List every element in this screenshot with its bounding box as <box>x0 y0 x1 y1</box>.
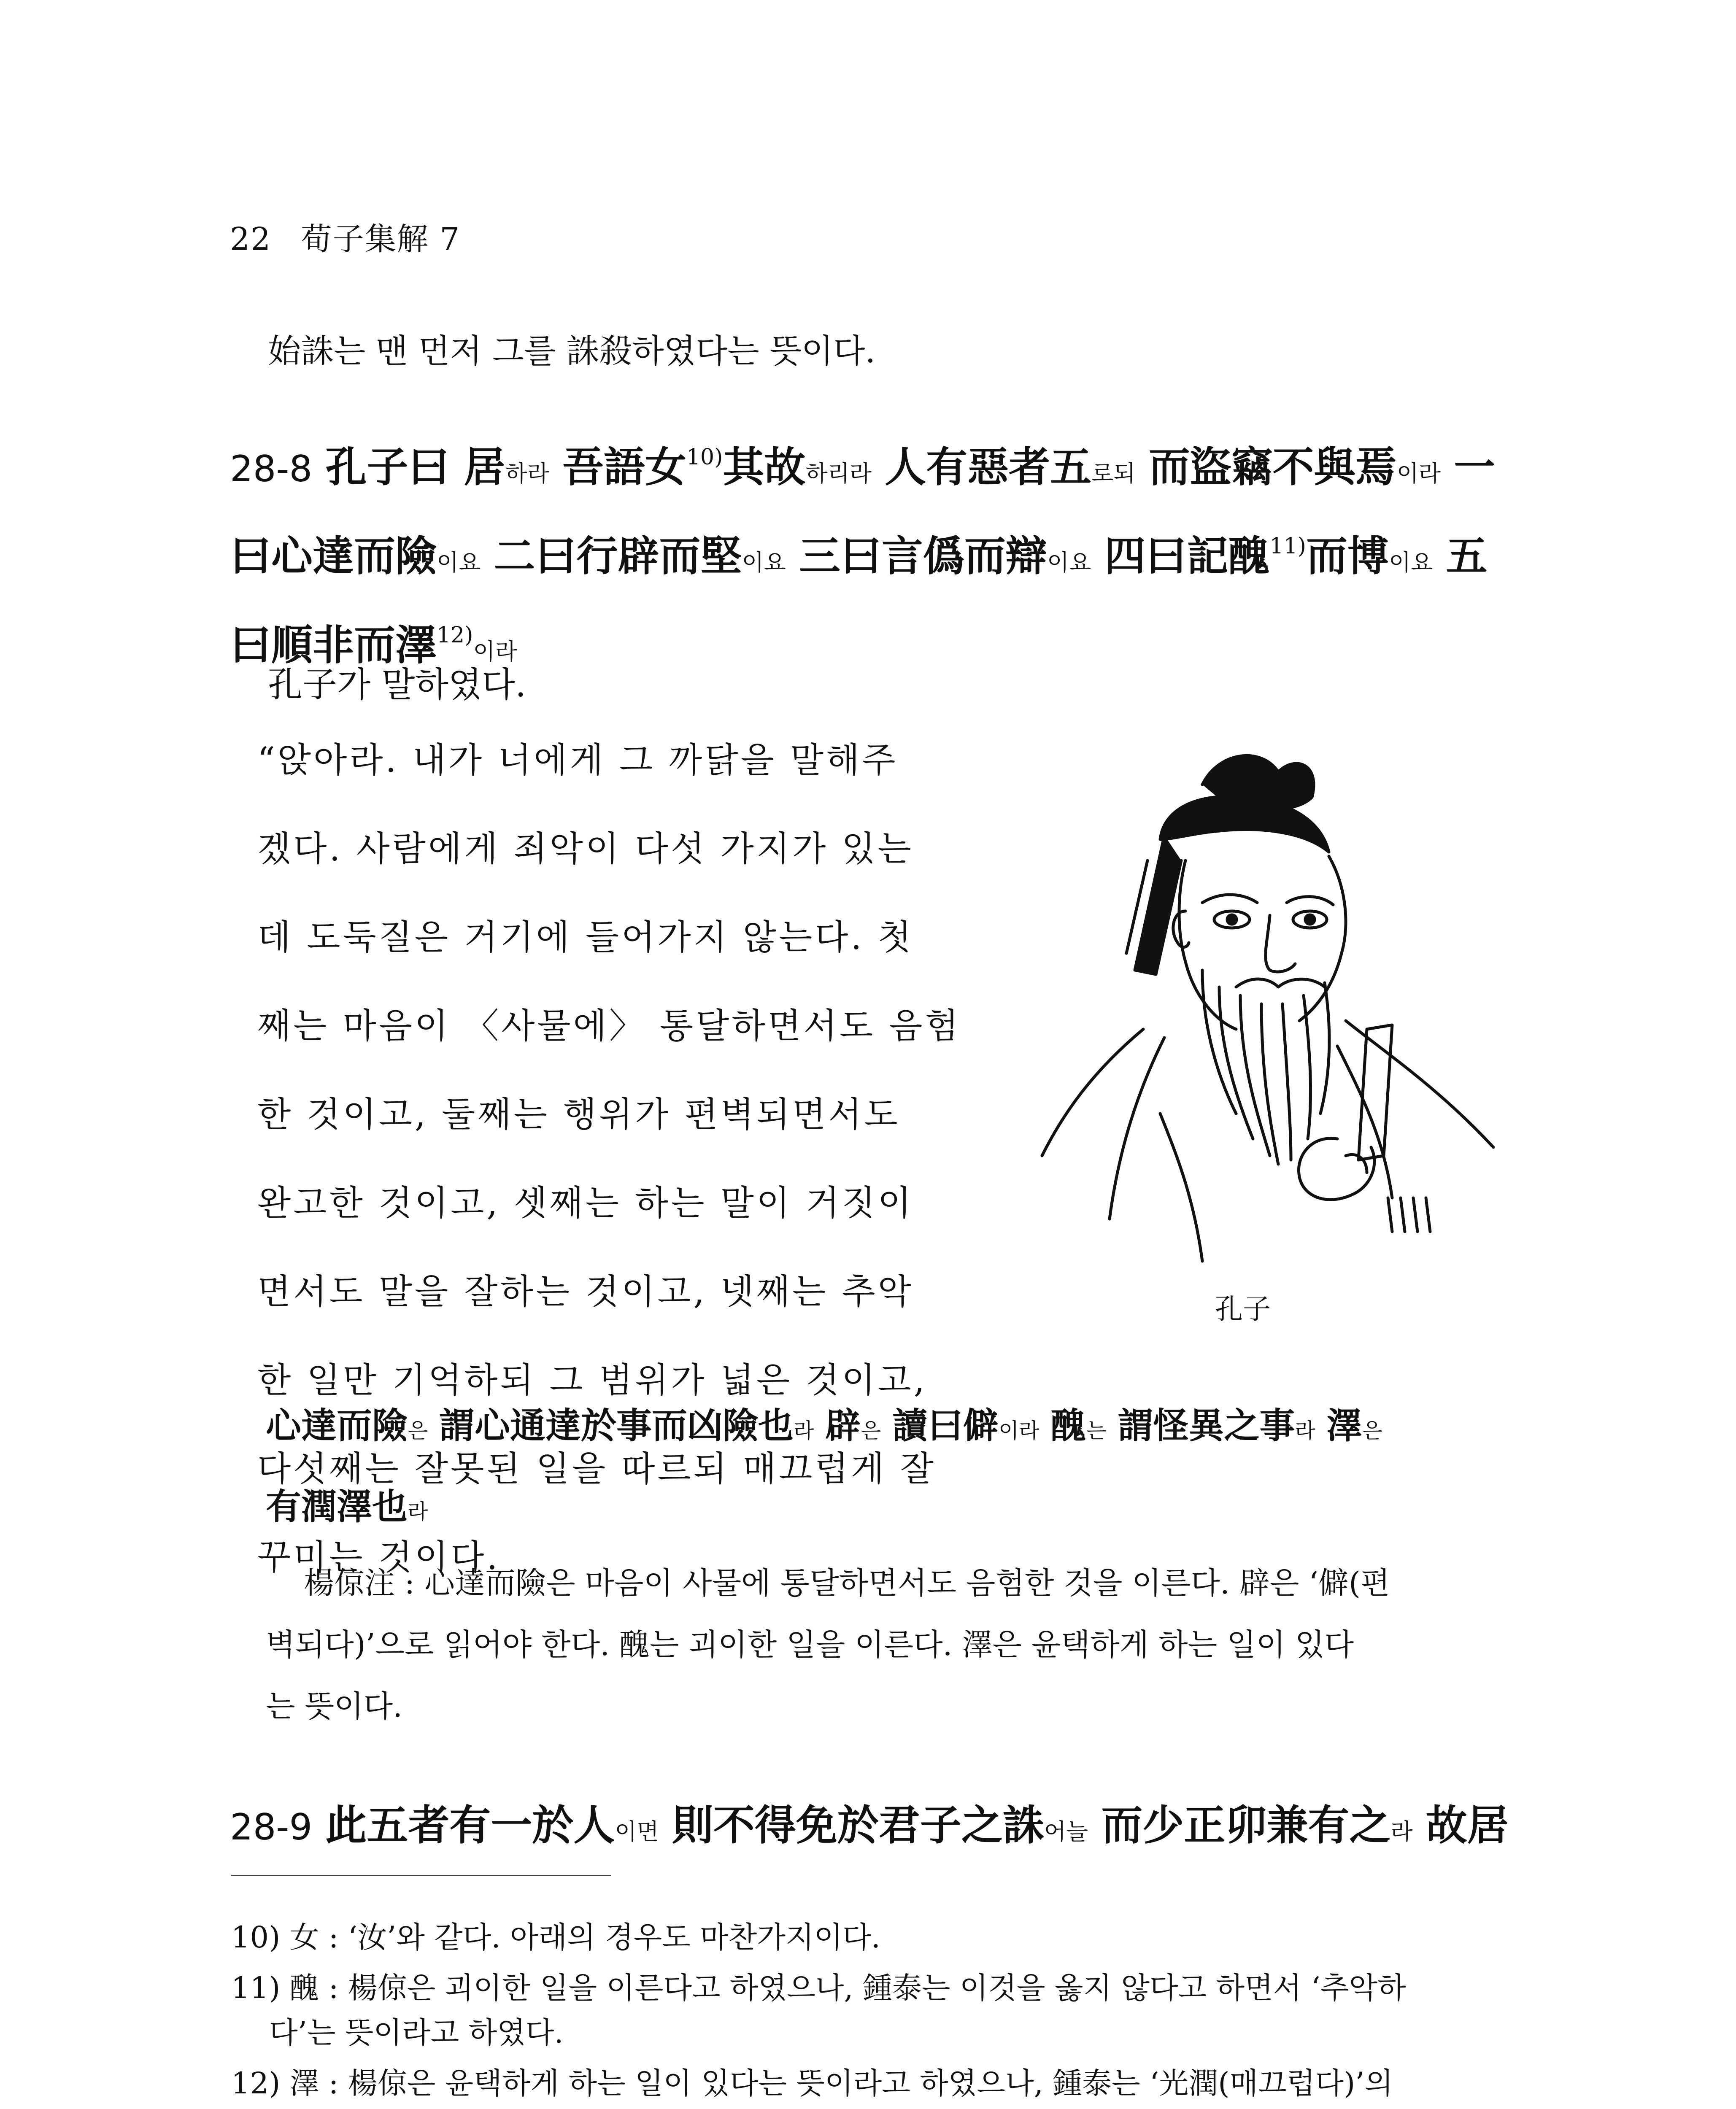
translation-line: 꾸미는 것이다. <box>257 1537 500 1578</box>
footnote: 10) 女 : ‘汝’와 같다. 아래의 경우도 마찬가지이다. <box>231 1920 881 1955</box>
translation-line: 겠다. 사람에게 죄악이 다섯 가지가 있는 <box>257 829 914 869</box>
translation-line: 면서도 말을 잘하는 것이고, 넷째는 추악 <box>257 1272 914 1312</box>
original-text-28-8 <box>230 426 1495 693</box>
yang-note-line: 楊倞注 : 心達而險은 마음이 사물에 통달하면서도 음험한 것을 이른다. 辟은 ‘僻(편 <box>304 1565 1390 1601</box>
footnotes <box>231 1915 1406 2109</box>
footnote-cont <box>231 2106 1406 2109</box>
yang-note <box>304 1552 1390 1614</box>
book-title: 荀子集解 7 <box>300 221 461 257</box>
footnote: 12) 澤 : 楊倞은 윤택하게 하는 일이 있다는 뜻이라고 하였으나, 鍾泰는 ‘光潤(매끄럽다)’의 <box>231 2066 1393 2101</box>
yang-note-line: 벽되다)’으로 읽어야 한다. 醜는 괴이한 일을 이른다. 澤은 윤택하게 하는 일이 있다 <box>266 1627 1354 1662</box>
translation-line: 째는 마음이 〈사물에〉 통달하면서도 음험 <box>257 1006 961 1046</box>
footnote-cont: 다’는 뜻이라고 하였다. <box>269 2015 564 2050</box>
original-line: 28-8 孔子曰 居하라 吾語女$^{10)}$其故하리라 人有惡者五로되 而盜竊不與焉이라 一 <box>230 443 1496 491</box>
commentary-line: 有潤澤也라 <box>266 1486 428 1527</box>
footnote: 11) 醜 : 楊倞은 괴이한 일을 이른다고 하였으나, 鍾泰는 이것을 옳지 않다고 하면서 ‘추악하 <box>231 1971 1406 2005</box>
page-number: 22 <box>230 221 272 257</box>
section-number: 28-8 <box>230 448 313 490</box>
commentary-text <box>266 1388 1382 1550</box>
translation-line: 다섯째는 잘못된 일을 따르되 매끄럽게 잘 <box>257 1449 936 1489</box>
running-header <box>230 214 460 259</box>
footnote-divider <box>231 1875 611 1876</box>
translation-line: 한 것이고, 둘째는 행위가 편벽되면서도 <box>257 1095 900 1135</box>
translation-line: 데 도둑질은 거기에 들어가지 않는다. 첫 <box>257 917 914 957</box>
commentary-line: 心達而險은 謂心通達於事而凶險也라 辟은 讀曰僻이라 醜는 謂怪異之事라 澤은 <box>266 1405 1382 1446</box>
original-line: 曰順非而澤$^{12)}$이라 <box>230 621 517 669</box>
yang-note-line: 는 뜻이다. <box>266 1688 402 1724</box>
translation-line: 한 일만 기억하되 그 범위가 넓은 것이고, <box>257 1360 927 1400</box>
portrait-caption: 孔子 <box>1215 1293 1271 1325</box>
yang-note-cont <box>266 1614 1354 1737</box>
translation-line: 孔子가 말하였다. <box>268 665 526 705</box>
intro-note: 始誅는 맨 먼저 그를 誅殺하였다는 뜻이다. <box>268 332 876 370</box>
confucius-portrait <box>966 734 1540 1316</box>
original-line: 曰心達而險이요 二曰行辟而堅이요 三曰言僞而辯이요 四曰記醜$^{11)}$而博이요 五 <box>230 532 1488 580</box>
translation-text <box>268 658 526 712</box>
translation-line: 완고한 것이고, 셋째는 하는 말이 거짓이 <box>257 1183 914 1223</box>
original-text-28-9: 28-9 此五者有一於人이면 則不得免於君子之誅어늘 而少正卯兼有之라 故居 <box>230 1801 1509 1850</box>
section-number: 28-9 <box>230 1806 313 1848</box>
translation-line: “앉아라. 내가 너에게 그 까닭을 말해주 <box>257 740 898 780</box>
